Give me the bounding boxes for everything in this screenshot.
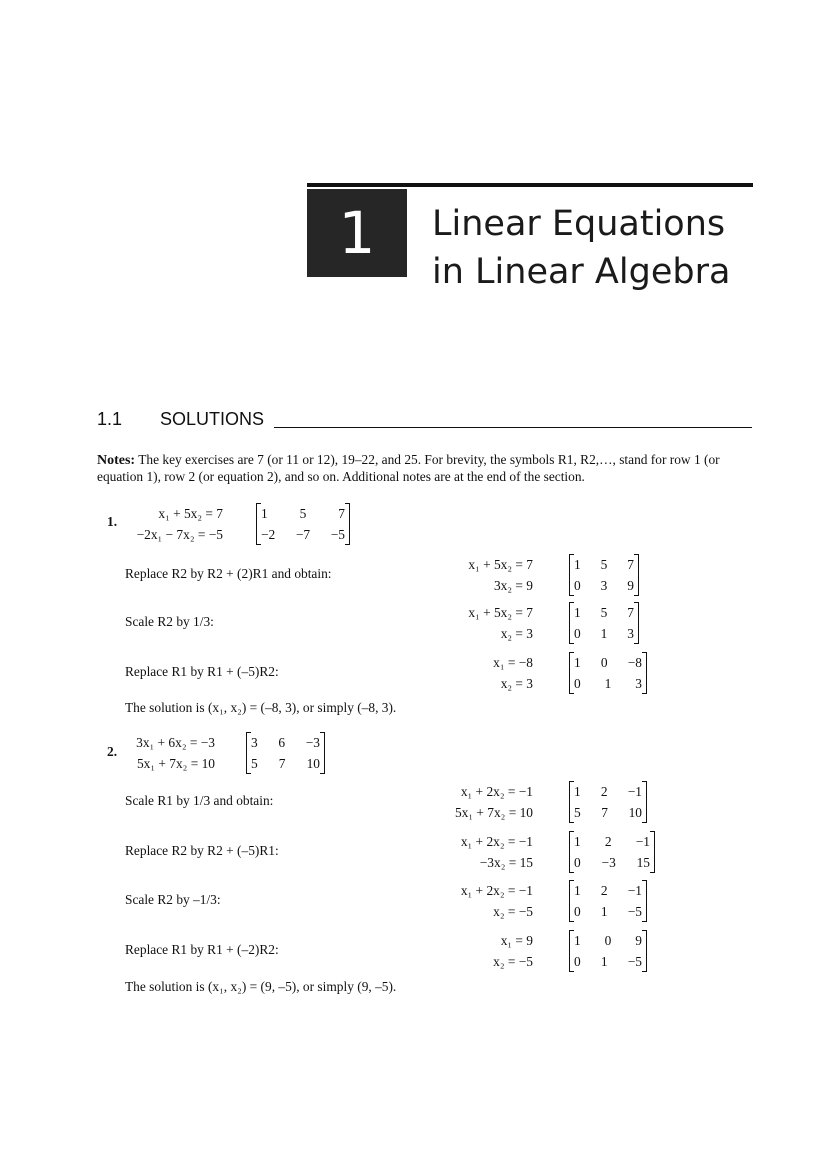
ex1-step-3-system xyxy=(440,652,533,694)
system-row: 5x₁ + 7x₂ = 10 xyxy=(136,756,215,771)
system-row: 3x₁ + 6x₂ = −3 xyxy=(136,735,215,750)
matrix-cell: 1 xyxy=(574,834,581,849)
matrix-cell: 7 xyxy=(601,805,608,820)
system-row: x₁ + 2x₂ = −1 xyxy=(460,784,533,799)
matrix-cell: 1 xyxy=(600,904,608,919)
system-row: x₂ = 3 xyxy=(500,626,533,641)
ex2-solution: The solution is (x₁, x₂) = (9, –5), or simply (9, –5). xyxy=(125,979,397,994)
chapter-title-line2: in Linear Algebra xyxy=(432,252,731,292)
matrix-cell: 2 xyxy=(600,883,608,898)
matrix-cell: 1 xyxy=(574,883,581,898)
ex1-step-2-matrix xyxy=(569,602,639,644)
matrix-cell: −5 xyxy=(330,527,345,542)
ex2-step-1-system xyxy=(436,781,533,823)
ex1-step-3-matrix xyxy=(569,652,647,694)
matrix-cell: 0 xyxy=(600,655,608,670)
matrix-cell: 9 xyxy=(635,933,642,948)
matrix-cell: 7 xyxy=(627,557,634,572)
chapter-number: 1 xyxy=(307,189,407,277)
matrix-cell: 1 xyxy=(600,626,608,641)
matrix-cell: 5 xyxy=(251,756,258,771)
ex1-solution: The solution is (x₁, x₂) = (–8, 3), or simply (–8, 3). xyxy=(125,700,397,715)
ex2-system xyxy=(123,732,215,774)
notes-text: The key exercises are 7 (or 11 or 12), 19–22, and 25. For brevity, the symbols R1, R2,…, stand for row 1 (or equation 1), row 2 (or equation 2), and so on. Additional notes are at the end of the section. xyxy=(97,452,720,484)
system-row: 3x₂ = 9 xyxy=(493,578,533,593)
system-row: x₂ = −5 xyxy=(493,954,533,969)
ex1-system xyxy=(123,503,223,545)
section-rule xyxy=(274,427,752,428)
ex2-step-3-system xyxy=(436,880,533,922)
matrix-cell: −5 xyxy=(627,904,642,919)
ex2-matrix xyxy=(246,732,325,774)
matrix-cell: −5 xyxy=(627,954,642,969)
matrix-cell: −1 xyxy=(627,883,642,898)
matrix-cell: 1 xyxy=(574,605,581,620)
ex2-step-3-text: Scale R2 by –1/3: xyxy=(125,892,221,907)
matrix-cell: 9 xyxy=(627,578,634,593)
matrix-cell: −8 xyxy=(627,655,642,670)
notes-label: Notes: xyxy=(97,453,136,468)
system-row: x₁ + 2x₂ = −1 xyxy=(460,834,533,849)
matrix-cell: 1 xyxy=(574,933,581,948)
ex1-step-3-text: Replace R1 by R1 + (–5)R2: xyxy=(125,664,279,679)
matrix-cell: 1 xyxy=(261,506,268,521)
system-row: x₁ + 2x₂ = −1 xyxy=(460,883,533,898)
chapter-title xyxy=(432,200,730,296)
matrix-cell: 1 xyxy=(574,784,581,799)
ex2-step-2-matrix xyxy=(569,831,655,873)
notes-paragraph xyxy=(97,452,747,485)
matrix-cell: 1 xyxy=(600,954,608,969)
matrix-cell: 7 xyxy=(278,756,286,771)
matrix-cell: 0 xyxy=(574,578,581,593)
ex1-step-2-system xyxy=(440,602,533,644)
section-number: 1.1 xyxy=(97,409,123,429)
matrix-cell: 1 xyxy=(604,676,612,691)
ex1-matrix xyxy=(256,503,350,545)
ex1-system-row: x₁ + 5x₂ = 7 xyxy=(158,506,223,521)
matrix-cell: −1 xyxy=(635,834,650,849)
matrix-cell: 3 xyxy=(635,676,642,691)
system-row: x₁ = 9 xyxy=(500,933,533,948)
matrix-cell: 2 xyxy=(600,784,608,799)
matrix-cell: 0 xyxy=(574,626,581,641)
ex1-step-1-system xyxy=(440,554,533,596)
matrix-cell: 10 xyxy=(306,756,320,771)
system-row: x₁ + 5x₂ = 7 xyxy=(468,605,533,620)
matrix-cell: 1 xyxy=(574,557,581,572)
system-row: 5x₁ + 7x₂ = 10 xyxy=(454,805,533,820)
system-row: x₂ = 3 xyxy=(500,676,533,691)
matrix-cell: 0 xyxy=(604,933,612,948)
matrix-cell: 5 xyxy=(574,805,581,820)
matrix-cell: 7 xyxy=(338,506,345,521)
ex1-step-1-text: Replace R2 by R2 + (2)R1 and obtain: xyxy=(125,566,332,581)
matrix-cell: 3 xyxy=(251,735,258,750)
matrix-cell: 1 xyxy=(574,655,581,670)
matrix-cell: 15 xyxy=(636,855,650,870)
matrix-cell: 0 xyxy=(574,676,581,691)
matrix-cell: −2 xyxy=(261,527,276,542)
ex1-step-1-matrix xyxy=(569,554,639,596)
matrix-cell: −3 xyxy=(601,855,616,870)
matrix-cell: −7 xyxy=(295,527,311,542)
ex2-step-2-text: Replace R2 by R2 + (–5)R1: xyxy=(125,843,279,858)
matrix-cell: −3 xyxy=(305,735,320,750)
ex1-system-row: −2x₁ − 7x₂ = −5 xyxy=(136,527,223,542)
system-row: −3x₂ = 15 xyxy=(479,855,533,870)
matrix-cell: 2 xyxy=(604,834,612,849)
exercise-2-label: 2. xyxy=(107,744,118,759)
matrix-cell: 7 xyxy=(627,605,634,620)
matrix-cell: −1 xyxy=(627,784,642,799)
ex2-step-1-matrix xyxy=(569,781,647,823)
matrix-cell: 0 xyxy=(574,904,581,919)
ex2-step-4-text: Replace R1 by R1 + (–2)R2: xyxy=(125,942,279,957)
system-row: x₁ = −8 xyxy=(493,655,533,670)
ex2-step-3-matrix xyxy=(569,880,647,922)
matrix-cell: 5 xyxy=(299,506,307,521)
system-row: x₂ = −5 xyxy=(493,904,533,919)
ex2-step-2-system xyxy=(436,831,533,873)
chapter-title-line1: Linear Equations xyxy=(432,204,726,244)
matrix-cell: 6 xyxy=(278,735,286,750)
section-title: SOLUTIONS xyxy=(160,409,265,429)
matrix-cell: 10 xyxy=(628,805,642,820)
chapter-rule xyxy=(307,183,753,187)
ex2-step-1-text: Scale R1 by 1/3 and obtain: xyxy=(125,793,274,808)
ex1-step-2-text: Scale R2 by 1/3: xyxy=(125,614,214,629)
matrix-cell: 0 xyxy=(574,855,581,870)
matrix-cell: 3 xyxy=(600,578,608,593)
system-row: x₁ + 5x₂ = 7 xyxy=(468,557,533,572)
ex2-step-4-matrix xyxy=(569,930,647,972)
matrix-cell: 5 xyxy=(600,605,608,620)
matrix-cell: 0 xyxy=(574,954,581,969)
matrix-cell: 5 xyxy=(600,557,608,572)
matrix-cell: 3 xyxy=(627,626,634,641)
ex2-step-4-system xyxy=(436,930,533,972)
exercise-1-label: 1. xyxy=(107,514,118,529)
